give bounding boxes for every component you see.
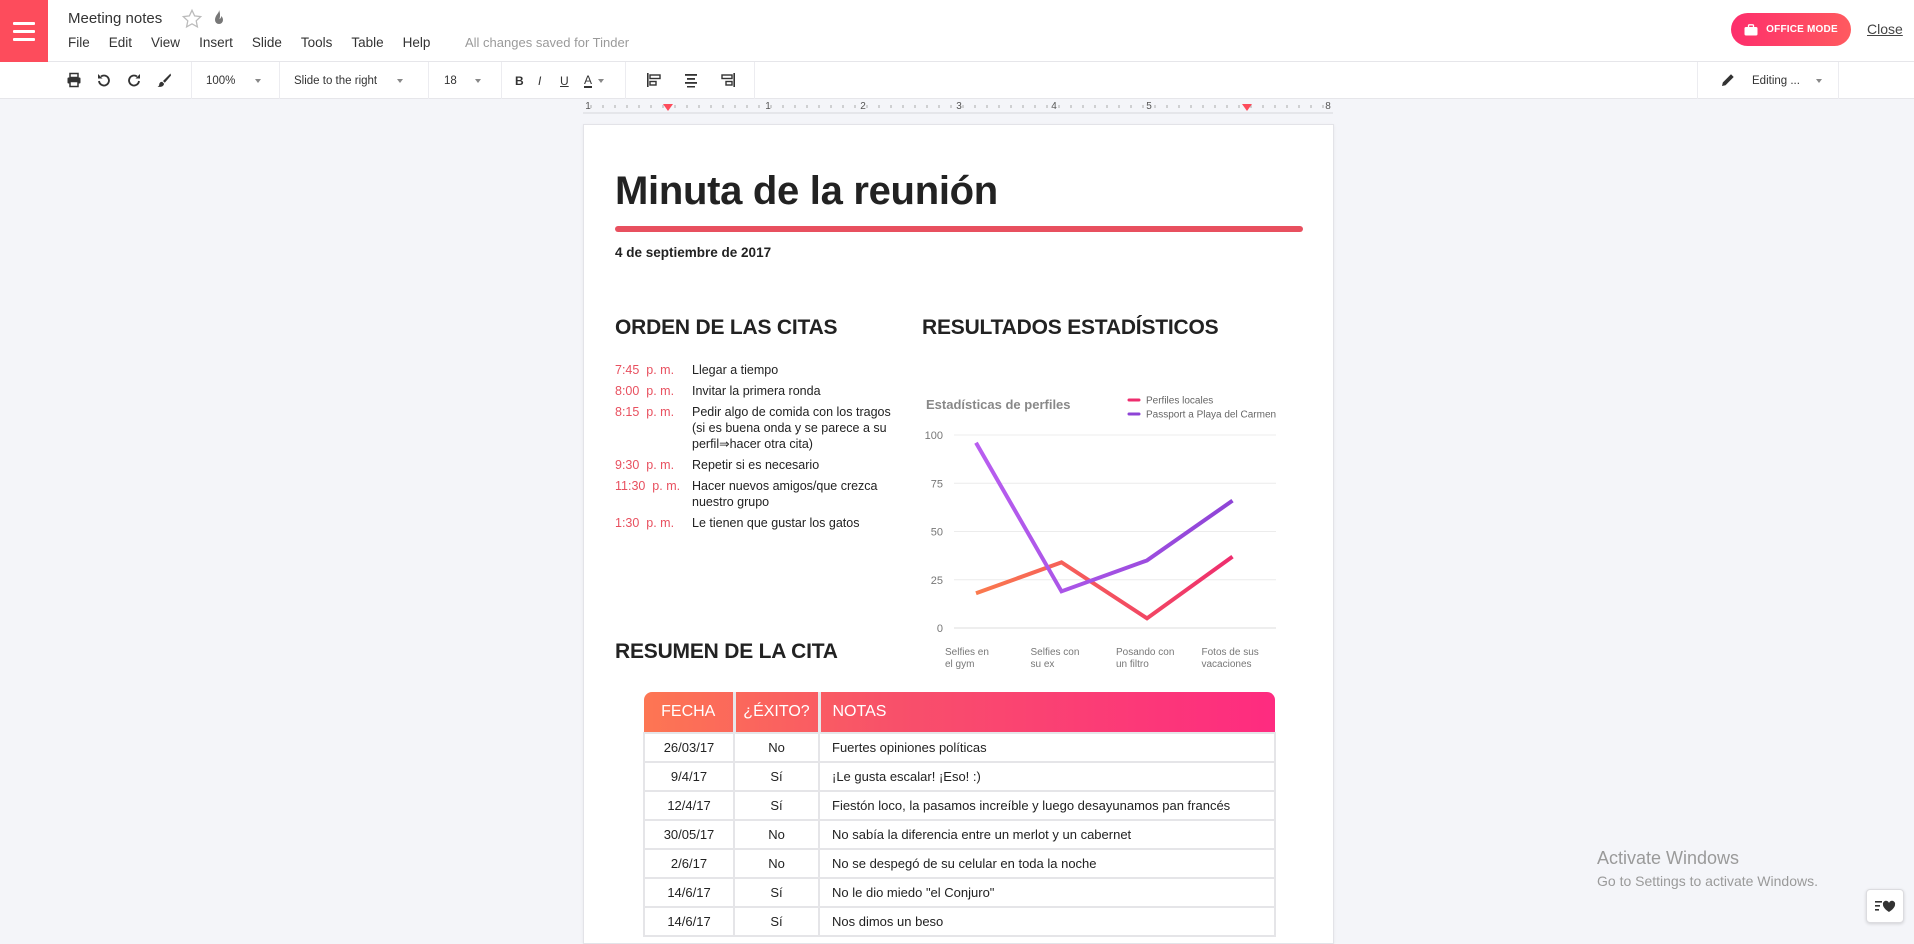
star-icon[interactable] xyxy=(181,8,203,30)
print-icon[interactable] xyxy=(66,72,82,88)
agenda-text: Llegar a tiempo xyxy=(692,362,778,378)
text-color-button[interactable] xyxy=(584,62,604,99)
office-mode-button[interactable] xyxy=(1731,13,1851,46)
summary-heading: RESUMEN DE LA CITA xyxy=(615,640,838,664)
menu-tools[interactable]: Tools xyxy=(301,35,333,50)
document-heading: Minuta de la reunión xyxy=(615,169,998,214)
agenda-time: 9:30 p. m. xyxy=(615,457,692,473)
ruler-label: 2 xyxy=(860,101,866,112)
menu-bar xyxy=(68,35,449,50)
agenda-text: Invitar la primera ronda xyxy=(692,383,821,399)
underline-button[interactable]: U xyxy=(560,62,569,99)
ruler-label: 4 xyxy=(1051,101,1057,112)
activate-windows-watermark xyxy=(1597,848,1818,889)
x-tick-label: el gym xyxy=(945,659,974,670)
menu-edit[interactable]: Edit xyxy=(109,35,132,50)
document-page[interactable] xyxy=(583,124,1334,944)
menu-table[interactable]: Table xyxy=(351,35,383,50)
y-tick-label: 75 xyxy=(931,478,943,490)
agenda-time: 7:45 p. m. xyxy=(615,362,692,378)
save-status: All changes saved for Tinder xyxy=(465,35,629,50)
x-tick-label: un filtro xyxy=(1116,659,1149,670)
align-left-icon[interactable] xyxy=(646,72,662,88)
align-center-icon[interactable] xyxy=(683,72,699,88)
table-row xyxy=(644,820,1275,849)
ruler[interactable] xyxy=(583,100,1333,114)
office-mode-label: OFFICE MODE xyxy=(1766,24,1838,35)
heading-underline xyxy=(615,226,1303,232)
table-row xyxy=(644,849,1275,878)
cell-exito[interactable]: No xyxy=(734,733,819,762)
toolbar-divider xyxy=(1838,62,1839,99)
menu-slide[interactable]: Slide xyxy=(252,35,282,50)
agenda-text: Le tienen que gustar los gatos xyxy=(692,515,859,531)
menu-line xyxy=(13,38,35,41)
tinder-flame-icon[interactable] xyxy=(211,9,227,27)
toolbar-divider xyxy=(428,62,429,99)
cell-exito[interactable]: Sí xyxy=(734,878,819,907)
cell-notas[interactable]: Nos dimos un beso xyxy=(819,907,1275,936)
editing-mode-label: Editing ... xyxy=(1752,75,1800,87)
chart-title: Estadísticas de perfiles xyxy=(926,397,1071,412)
cell-fecha[interactable]: 12/4/17 xyxy=(644,791,734,820)
agenda-text: Repetir si es necesario xyxy=(692,457,819,473)
toolbar-divider xyxy=(501,62,502,99)
chat-heart-icon xyxy=(1874,898,1896,914)
activate-subtitle: Go to Settings to activate Windows. xyxy=(1597,873,1818,889)
paint-format-icon[interactable] xyxy=(156,72,172,88)
top-bar xyxy=(0,0,1914,62)
chevron-down-icon xyxy=(598,79,604,83)
undo-icon[interactable] xyxy=(96,72,112,88)
x-tick-label: Posando con xyxy=(1116,647,1174,658)
agenda-time: 11:30 p. m. xyxy=(615,478,692,510)
agenda-text: Hacer nuevos amigos/que crezca nuestro grupo xyxy=(692,478,905,510)
ruler-label: 1 xyxy=(585,101,591,112)
ruler-label: 3 xyxy=(956,101,962,112)
zoom-select[interactable] xyxy=(206,62,266,99)
pencil-icon xyxy=(1720,72,1736,88)
chevron-down-icon xyxy=(1816,79,1822,83)
table-row xyxy=(644,878,1275,907)
close-link[interactable]: Close xyxy=(1867,21,1903,37)
menu-line xyxy=(13,30,35,33)
cell-fecha[interactable]: 14/6/17 xyxy=(644,878,734,907)
table-body xyxy=(644,733,1275,936)
menu-line xyxy=(13,22,35,25)
menu-view[interactable]: View xyxy=(151,35,180,50)
agenda-list xyxy=(615,362,905,536)
table-header-row xyxy=(644,692,1275,733)
toolbar-divider xyxy=(1697,62,1698,99)
cell-notas[interactable]: ¡Le gusta escalar! ¡Eso! :) xyxy=(819,762,1275,791)
chevron-down-icon xyxy=(255,79,261,83)
header-exito: ¿ÉXITO? xyxy=(734,692,819,733)
document-date: 4 de septiembre de 2017 xyxy=(615,245,771,260)
redo-icon[interactable] xyxy=(126,72,142,88)
x-tick-label: su ex xyxy=(1031,659,1055,670)
menu-file[interactable]: File xyxy=(68,35,90,50)
menu-help[interactable]: Help xyxy=(403,35,431,50)
briefcase-icon xyxy=(1744,24,1758,36)
agenda-item xyxy=(615,383,905,399)
table-row xyxy=(644,733,1275,762)
table-row xyxy=(644,762,1275,791)
editing-mode-select[interactable] xyxy=(1752,62,1822,99)
header-notas: NOTAS xyxy=(819,692,1275,733)
y-tick-label: 50 xyxy=(931,527,943,539)
cell-exito[interactable]: Sí xyxy=(734,791,819,820)
toolbar-divider xyxy=(279,62,280,99)
cell-exito[interactable]: Sí xyxy=(734,762,819,791)
cell-exito[interactable]: No xyxy=(734,820,819,849)
series-line-0 xyxy=(976,557,1233,619)
agenda-item xyxy=(615,478,905,510)
ruler-label: 8 xyxy=(1325,101,1331,112)
toolbar-divider xyxy=(754,62,755,99)
transition-select[interactable] xyxy=(294,62,403,99)
cell-fecha[interactable]: 30/05/17 xyxy=(644,820,734,849)
cell-notas[interactable]: No sabía la diferencia entre un merlot y un cabernet xyxy=(819,820,1275,849)
profile-stats-chart xyxy=(919,343,1319,623)
agenda-time: 8:15 p. m. xyxy=(615,404,692,452)
zoom-value: 100% xyxy=(206,75,235,87)
legend-label: Perfiles locales xyxy=(1146,396,1213,407)
y-tick-label: 100 xyxy=(925,430,943,442)
font-size-value: 18 xyxy=(444,75,457,87)
agenda-item xyxy=(615,515,905,531)
legend-label: Passport a Playa del Carmen xyxy=(1146,410,1276,421)
x-tick-label: vacaciones xyxy=(1202,659,1252,670)
menu-insert[interactable]: Insert xyxy=(199,35,233,50)
toolbar-divider xyxy=(191,62,192,99)
results-heading: RESULTADOS ESTADÍSTICOS xyxy=(922,316,1218,340)
document-title[interactable]: Meeting notes xyxy=(68,10,162,27)
transition-value: Slide to the right xyxy=(294,75,377,87)
x-tick-label: Selfies en xyxy=(945,647,989,658)
y-tick-label: 25 xyxy=(931,575,943,587)
indent-marker[interactable] xyxy=(663,104,673,111)
cell-notas[interactable]: No le dio miedo "el Conjuro" xyxy=(819,878,1275,907)
agenda-time: 8:00 p. m. xyxy=(615,383,692,399)
x-tick-label: Fotos de sus xyxy=(1202,647,1259,658)
cell-notas[interactable]: Fuertes opiniones políticas xyxy=(819,733,1275,762)
x-tick-label: Selfies con xyxy=(1031,647,1080,658)
font-size-select[interactable] xyxy=(444,62,481,99)
agenda-text: Pedir algo de comida con los tragos (si es buena onda y se parece a su perfil⇒hacer otra cita) xyxy=(692,404,905,452)
agenda-item xyxy=(615,404,905,452)
series-line-1 xyxy=(976,443,1233,592)
bold-button[interactable]: B xyxy=(515,62,524,99)
agenda-heading: ORDEN DE LAS CITAS xyxy=(615,316,837,340)
italic-button[interactable]: I xyxy=(538,62,541,99)
table-row xyxy=(644,907,1275,936)
ruler-label: 1 xyxy=(765,101,771,112)
ruler-label: 5 xyxy=(1146,101,1152,112)
table-row xyxy=(644,791,1275,820)
agenda-item xyxy=(615,457,905,473)
cell-exito[interactable]: Sí xyxy=(734,907,819,936)
chevron-down-icon xyxy=(475,79,481,83)
toolbar-divider xyxy=(625,62,626,99)
align-right-icon[interactable] xyxy=(720,72,736,88)
cell-fecha[interactable]: 14/6/17 xyxy=(644,907,734,936)
toolbar xyxy=(0,62,1914,99)
chevron-down-icon xyxy=(397,79,403,83)
activate-title: Activate Windows xyxy=(1597,848,1818,869)
cell-fecha[interactable]: 9/4/17 xyxy=(644,762,734,791)
cell-fecha[interactable]: 26/03/17 xyxy=(644,733,734,762)
header-fecha: FECHA xyxy=(644,692,734,733)
cell-notas[interactable]: No se despegó de su celular en toda la noche xyxy=(819,849,1275,878)
y-tick-label: 0 xyxy=(937,623,943,635)
date-summary-table xyxy=(643,692,1276,937)
agenda-time: 1:30 p. m. xyxy=(615,515,692,531)
cell-notas[interactable]: Fiestón loco, la pasamos increíble y luego desayunamos pan francés xyxy=(819,791,1275,820)
feedback-chat-button[interactable] xyxy=(1866,889,1904,923)
cell-fecha[interactable]: 2/6/17 xyxy=(644,849,734,878)
cell-exito[interactable]: No xyxy=(734,849,819,878)
agenda-item xyxy=(615,362,905,378)
hamburger-menu-button[interactable] xyxy=(0,0,48,62)
text-color-label: A xyxy=(584,74,592,88)
